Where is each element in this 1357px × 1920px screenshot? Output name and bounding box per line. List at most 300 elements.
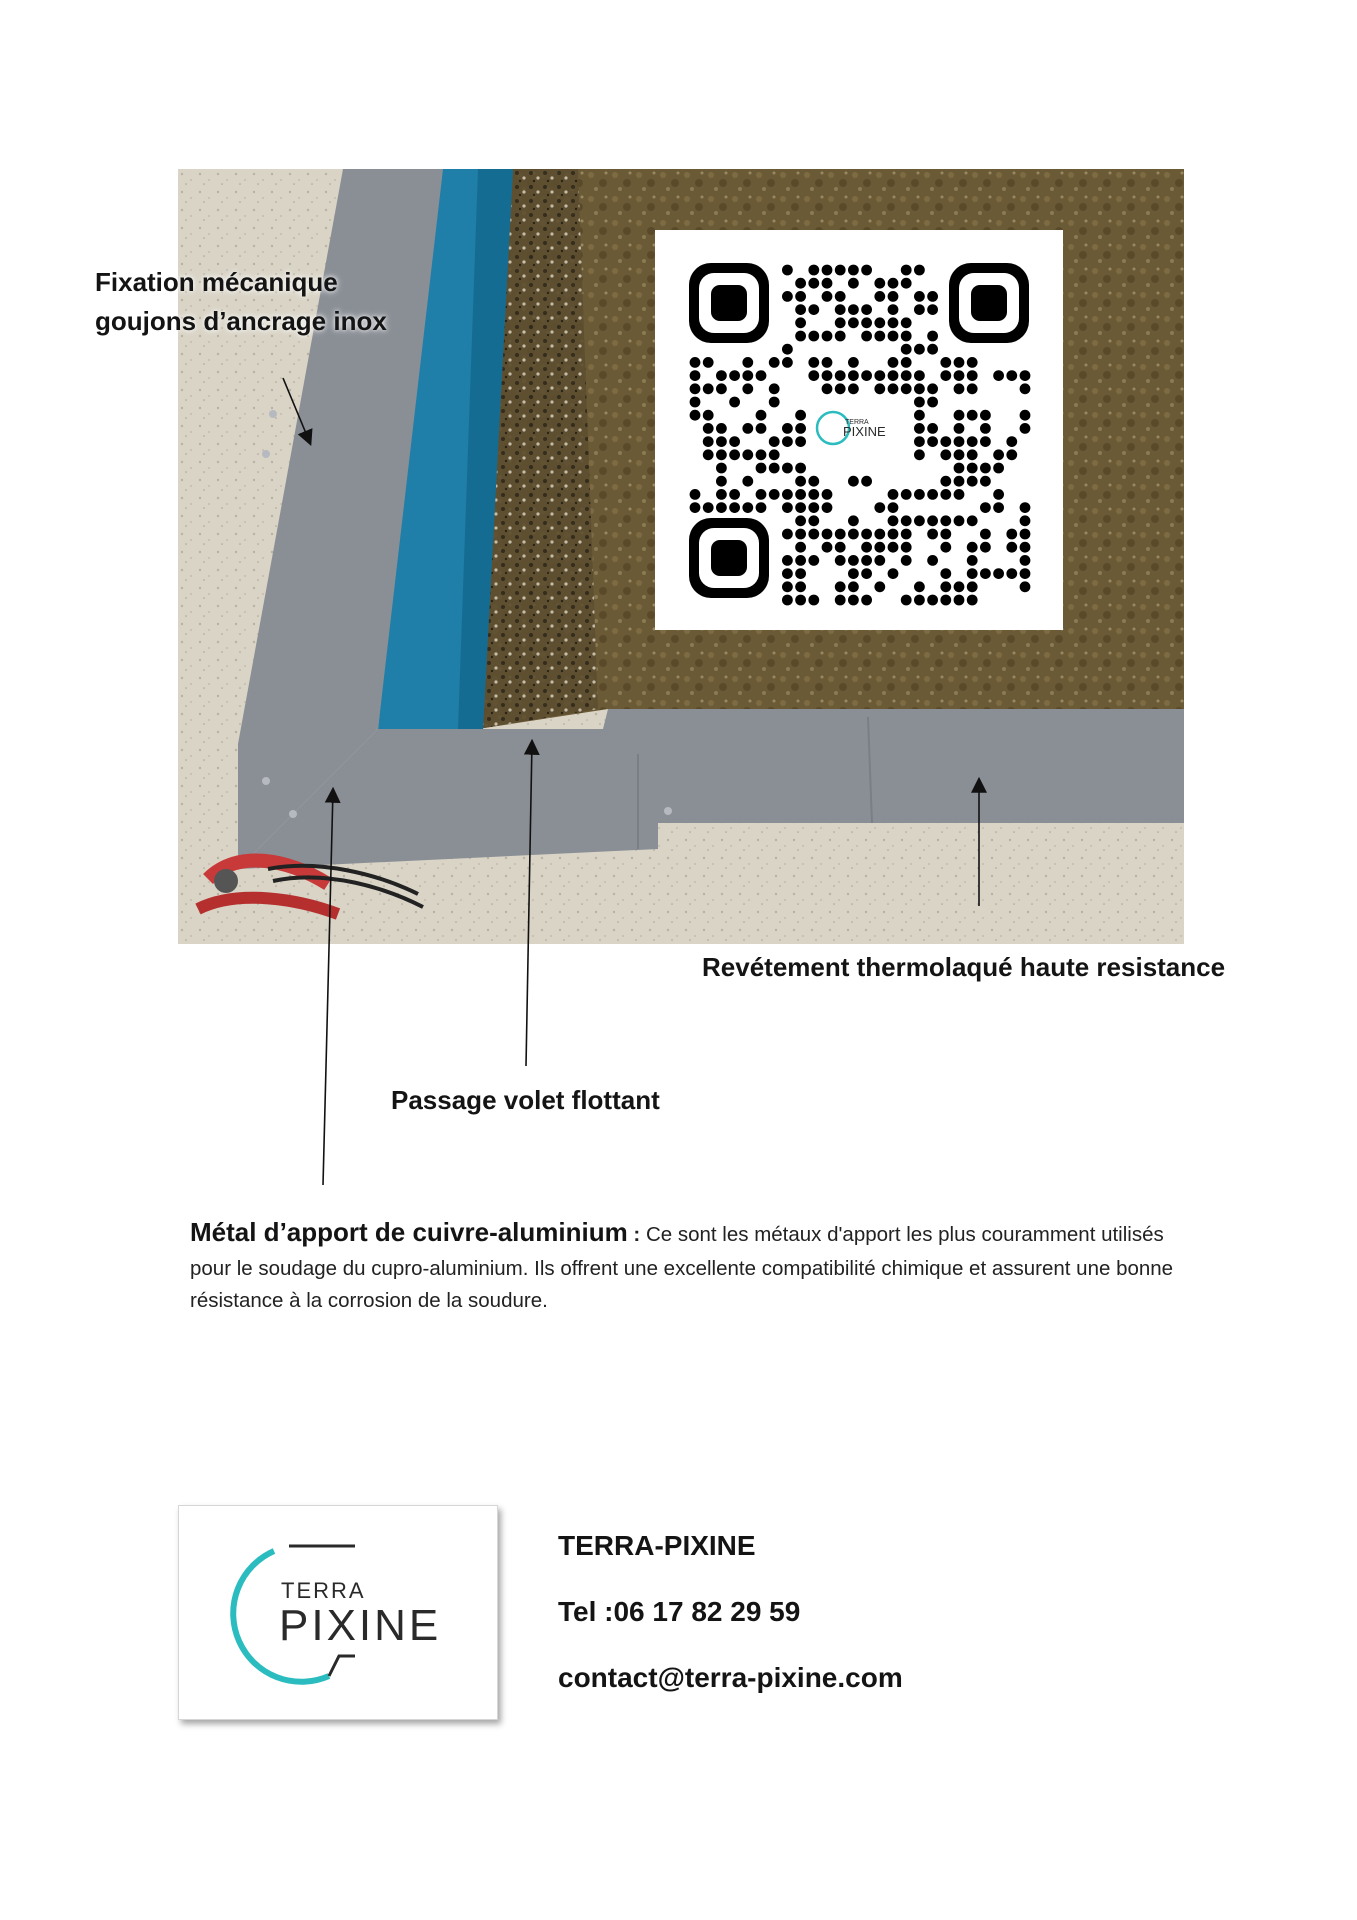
- qr-module: [782, 357, 793, 368]
- qr-module: [967, 542, 978, 553]
- qr-module: [914, 489, 925, 500]
- qr-module: [769, 463, 780, 474]
- qr-module: [940, 568, 951, 579]
- qr-module: [901, 595, 912, 606]
- qr-module: [756, 370, 767, 381]
- qr-module: [742, 449, 753, 460]
- qr-module: [914, 383, 925, 394]
- qr-module: [822, 502, 833, 513]
- qr-module: [835, 595, 846, 606]
- logo-top-text: TERRA: [281, 1578, 366, 1603]
- annotation-revetement: Revétement thermolaqué haute resistance: [702, 952, 1226, 982]
- qr-module: [1020, 410, 1031, 421]
- qr-module: [742, 370, 753, 381]
- qr-module: [914, 436, 925, 447]
- qr-module: [769, 436, 780, 447]
- qr-module: [716, 436, 727, 447]
- qr-module: [927, 423, 938, 434]
- qr-module: [954, 410, 965, 421]
- qr-module: [848, 317, 859, 328]
- qr-module: [1020, 581, 1031, 592]
- qr-module: [769, 383, 780, 394]
- qr-module: [914, 370, 925, 381]
- qr-module: [690, 383, 701, 394]
- qr-module: [980, 476, 991, 487]
- qr-module: [769, 449, 780, 460]
- qr-module: [1020, 383, 1031, 394]
- qr-module: [782, 568, 793, 579]
- qr-module: [716, 502, 727, 513]
- qr-module: [927, 397, 938, 408]
- qr-module: [795, 291, 806, 302]
- qr-module: [835, 555, 846, 566]
- qr-module: [835, 529, 846, 540]
- qr-module: [1020, 529, 1031, 540]
- qr-module: [769, 357, 780, 368]
- qr-module: [874, 317, 885, 328]
- qr-module: [1020, 423, 1031, 434]
- qr-finder-top-left: [689, 263, 769, 343]
- qr-module: [756, 423, 767, 434]
- qr-module: [808, 489, 819, 500]
- qr-module: [967, 476, 978, 487]
- qr-module: [980, 436, 991, 447]
- qr-module: [888, 357, 899, 368]
- qr-module: [716, 463, 727, 474]
- qr-module: [940, 595, 951, 606]
- qr-module: [914, 304, 925, 315]
- qr-module: [888, 370, 899, 381]
- qr-module: [795, 568, 806, 579]
- qr-module: [756, 449, 767, 460]
- qr-module: [914, 515, 925, 526]
- qr-module: [874, 542, 885, 553]
- qr-module: [874, 502, 885, 513]
- qr-module: [861, 476, 872, 487]
- qr-module: [967, 515, 978, 526]
- qr-module: [848, 529, 859, 540]
- logo-bottom-text: PIXINE: [279, 1601, 442, 1650]
- qr-module: [967, 463, 978, 474]
- qr-module: [822, 265, 833, 276]
- qr-module: [940, 357, 951, 368]
- qr-module: [954, 449, 965, 460]
- qr-module: [835, 331, 846, 342]
- qr-module: [795, 476, 806, 487]
- qr-module: [901, 278, 912, 289]
- qr-module: [954, 515, 965, 526]
- qr-module: [729, 397, 740, 408]
- qr-module: [901, 555, 912, 566]
- qr-module: [808, 529, 819, 540]
- qr-module: [914, 397, 925, 408]
- qr-module: [848, 515, 859, 526]
- qr-module: [874, 278, 885, 289]
- qr-module: [888, 317, 899, 328]
- contact-company: TERRA-PIXINE: [558, 1530, 756, 1561]
- qr-module: [888, 331, 899, 342]
- qr-module: [848, 265, 859, 276]
- qr-module: [940, 529, 951, 540]
- qr-module: [914, 291, 925, 302]
- qr-module: [782, 344, 793, 355]
- qr-module: [703, 449, 714, 460]
- qr-module: [888, 502, 899, 513]
- qr-module: [848, 555, 859, 566]
- qr-module: [940, 476, 951, 487]
- qr-module: [940, 370, 951, 381]
- qr-module: [795, 410, 806, 421]
- qr-module: [874, 370, 885, 381]
- qr-module: [848, 278, 859, 289]
- description-text: Ce sont les métaux d'apport les plus couramment utilisés pour le soudage du cupro-aluminium. Ils offrent une excellente compatibilité chimique et assurent une bonne résistance à la corrosion de la soudure.: [190, 1223, 1174, 1312]
- qr-module: [1020, 568, 1031, 579]
- qr-module: [861, 265, 872, 276]
- qr-module: [888, 278, 899, 289]
- qr-module: [980, 542, 991, 553]
- qr-module: [690, 357, 701, 368]
- qr-module: [861, 304, 872, 315]
- description-lead: Métal d’apport de cuivre-aluminium: [190, 1217, 628, 1247]
- qr-module: [782, 581, 793, 592]
- qr-module: [980, 463, 991, 474]
- qr-module: [980, 410, 991, 421]
- qr-logo-bottom: PIXINE: [843, 424, 886, 439]
- qr-module: [769, 489, 780, 500]
- qr-module: [703, 410, 714, 421]
- qr-module: [861, 542, 872, 553]
- qr-module: [914, 265, 925, 276]
- qr-code[interactable]: [655, 230, 1063, 630]
- qr-module: [927, 489, 938, 500]
- qr-module: [1006, 449, 1017, 460]
- qr-module: [940, 542, 951, 553]
- qr-module: [742, 357, 753, 368]
- qr-module: [967, 595, 978, 606]
- qr-module: [914, 344, 925, 355]
- qr-module: [967, 449, 978, 460]
- qr-module: [1020, 370, 1031, 381]
- qr-module: [795, 502, 806, 513]
- qr-module: [940, 489, 951, 500]
- qr-module: [808, 502, 819, 513]
- qr-module: [914, 423, 925, 434]
- qr-module: [888, 542, 899, 553]
- qr-module: [822, 291, 833, 302]
- qr-module: [808, 370, 819, 381]
- qr-module: [901, 542, 912, 553]
- qr-module: [967, 555, 978, 566]
- qr-module: [980, 529, 991, 540]
- qr-module: [729, 489, 740, 500]
- qr-module: [729, 436, 740, 447]
- qr-module: [729, 502, 740, 513]
- qr-module: [940, 515, 951, 526]
- qr-module: [967, 436, 978, 447]
- qr-module: [901, 344, 912, 355]
- qr-module: [782, 436, 793, 447]
- qr-module: [835, 581, 846, 592]
- qr-module: [703, 502, 714, 513]
- qr-module: [742, 383, 753, 394]
- qr-module: [967, 370, 978, 381]
- qr-module: [795, 529, 806, 540]
- qr-module: [861, 331, 872, 342]
- qr-module: [874, 555, 885, 566]
- qr-module: [888, 489, 899, 500]
- qr-module: [848, 581, 859, 592]
- qr-module: [874, 331, 885, 342]
- qr-module: [901, 529, 912, 540]
- qr-module: [927, 383, 938, 394]
- qr-module: [808, 304, 819, 315]
- qr-module: [980, 423, 991, 434]
- qr-module: [927, 436, 938, 447]
- qr-module: [756, 502, 767, 513]
- qr-module: [1006, 370, 1017, 381]
- qr-module: [993, 370, 1004, 381]
- qr-module: [927, 555, 938, 566]
- annotation-fixation-line1: Fixation mécanique: [95, 267, 338, 297]
- qr-module: [901, 383, 912, 394]
- qr-module: [716, 489, 727, 500]
- qr-module: [795, 317, 806, 328]
- qr-module: [795, 436, 806, 447]
- qr-module: [954, 476, 965, 487]
- qr-module: [716, 476, 727, 487]
- qr-module: [795, 542, 806, 553]
- qr-module: [703, 357, 714, 368]
- qr-module: [716, 383, 727, 394]
- qr-module: [848, 383, 859, 394]
- qr-module: [954, 595, 965, 606]
- qr-module: [954, 436, 965, 447]
- qr-module: [954, 423, 965, 434]
- qr-module: [703, 383, 714, 394]
- qr-module: [808, 555, 819, 566]
- qr-module: [927, 291, 938, 302]
- qr-module: [927, 515, 938, 526]
- qr-module: [808, 331, 819, 342]
- qr-module: [901, 370, 912, 381]
- qr-finder-top-right: [949, 263, 1029, 343]
- qr-module: [690, 502, 701, 513]
- qr-logo-top: TERRA: [845, 419, 869, 426]
- qr-module: [795, 489, 806, 500]
- qr-module: [954, 357, 965, 368]
- qr-module: [808, 357, 819, 368]
- qr-module: [1020, 502, 1031, 513]
- qr-module: [822, 383, 833, 394]
- qr-module: [822, 278, 833, 289]
- qr-module: [808, 278, 819, 289]
- qr-module: [835, 383, 846, 394]
- qr-module: [861, 529, 872, 540]
- qr-module: [782, 291, 793, 302]
- qr-module: [888, 515, 899, 526]
- qr-module: [795, 463, 806, 474]
- qr-module: [795, 595, 806, 606]
- qr-module: [861, 370, 872, 381]
- qr-module: [835, 317, 846, 328]
- qr-module: [927, 529, 938, 540]
- qr-module: [914, 449, 925, 460]
- qr-module: [703, 423, 714, 434]
- qr-module: [927, 595, 938, 606]
- qr-module: [967, 581, 978, 592]
- contact-email[interactable]: contact@terra-pixine.com: [558, 1662, 903, 1693]
- qr-module: [716, 370, 727, 381]
- qr-module: [954, 489, 965, 500]
- qr-module: [729, 449, 740, 460]
- qr-module: [822, 529, 833, 540]
- qr-module: [795, 423, 806, 434]
- qr-module: [690, 397, 701, 408]
- qr-module: [782, 555, 793, 566]
- qr-module: [888, 304, 899, 315]
- qr-module: [993, 489, 1004, 500]
- qr-module: [848, 370, 859, 381]
- qr-module: [901, 265, 912, 276]
- qr-module: [716, 423, 727, 434]
- qr-module: [795, 278, 806, 289]
- qr-module: [1006, 436, 1017, 447]
- description-paragraph: [190, 1212, 1200, 1316]
- qr-module: [782, 489, 793, 500]
- qr-module: [822, 331, 833, 342]
- qr-module: [782, 463, 793, 474]
- qr-module: [874, 529, 885, 540]
- qr-module: [795, 515, 806, 526]
- qr-module: [808, 265, 819, 276]
- qr-module: [848, 304, 859, 315]
- company-logo: [178, 1505, 498, 1720]
- qr-module: [967, 568, 978, 579]
- qr-module: [914, 595, 925, 606]
- qr-module: [808, 595, 819, 606]
- qr-module: [795, 581, 806, 592]
- qr-module: [1020, 555, 1031, 566]
- annotation-passage: Passage volet flottant: [391, 1085, 660, 1115]
- qr-module: [1006, 529, 1017, 540]
- qr-module: [967, 357, 978, 368]
- qr-module: [742, 502, 753, 513]
- qr-module: [888, 529, 899, 540]
- qr-module: [901, 357, 912, 368]
- qr-module: [874, 581, 885, 592]
- qr-module: [888, 383, 899, 394]
- qr-module: [756, 489, 767, 500]
- qr-module: [993, 463, 1004, 474]
- qr-module: [835, 542, 846, 553]
- qr-module: [993, 502, 1004, 513]
- qr-module: [703, 436, 714, 447]
- qr-module: [782, 502, 793, 513]
- qr-module: [888, 568, 899, 579]
- qr-module: [756, 463, 767, 474]
- qr-module: [861, 568, 872, 579]
- qr-module: [1020, 542, 1031, 553]
- qr-module: [835, 265, 846, 276]
- qr-finder-bottom-left: [689, 518, 769, 598]
- qr-module: [822, 542, 833, 553]
- qr-module: [822, 489, 833, 500]
- qr-module: [835, 291, 846, 302]
- qr-module: [874, 291, 885, 302]
- qr-module: [901, 515, 912, 526]
- qr-module: [729, 370, 740, 381]
- qr-module: [795, 555, 806, 566]
- qr-module: [835, 370, 846, 381]
- qr-module: [848, 568, 859, 579]
- qr-module: [940, 436, 951, 447]
- qr-module: [822, 357, 833, 368]
- qr-module: [782, 265, 793, 276]
- qr-module: [742, 476, 753, 487]
- qr-module: [940, 449, 951, 460]
- qr-module: [861, 555, 872, 566]
- qr-module: [927, 331, 938, 342]
- qr-module: [993, 568, 1004, 579]
- qr-module: [927, 304, 938, 315]
- qr-module: [1006, 568, 1017, 579]
- qr-module: [940, 581, 951, 592]
- qr-module: [861, 317, 872, 328]
- qr-module: [782, 529, 793, 540]
- qr-module: [795, 304, 806, 315]
- qr-module: [954, 463, 965, 474]
- qr-module: [967, 410, 978, 421]
- qr-module: [822, 370, 833, 381]
- qr-module: [716, 449, 727, 460]
- qr-module: [954, 370, 965, 381]
- qr-module: [874, 383, 885, 394]
- qr-module: [901, 331, 912, 342]
- qr-module: [690, 410, 701, 421]
- qr-module: [690, 370, 701, 381]
- qr-module: [993, 449, 1004, 460]
- qr-module: [835, 304, 846, 315]
- qr-module: [1020, 515, 1031, 526]
- qr-module: [1006, 542, 1017, 553]
- qr-module: [927, 344, 938, 355]
- qr-module: [795, 331, 806, 342]
- qr-module: [742, 423, 753, 434]
- qr-module: [967, 383, 978, 394]
- qr-module: [914, 581, 925, 592]
- description-separator: :: [627, 1223, 646, 1246]
- qr-module: [954, 383, 965, 394]
- qr-module: [848, 357, 859, 368]
- qr-module: [769, 397, 780, 408]
- qr-module: [848, 476, 859, 487]
- qr-module: [901, 317, 912, 328]
- qr-module: [848, 595, 859, 606]
- qr-module: [782, 595, 793, 606]
- qr-module: [808, 515, 819, 526]
- annotation-fixation-line2: goujons d’ancrage inox: [95, 306, 387, 336]
- qr-module: [980, 502, 991, 513]
- qr-module: [980, 568, 991, 579]
- qr-module: [808, 476, 819, 487]
- qr-module: [901, 489, 912, 500]
- qr-module: [756, 410, 767, 421]
- qr-module: [861, 595, 872, 606]
- qr-module: [690, 489, 701, 500]
- contact-phone[interactable]: Tel :06 17 82 29 59: [558, 1596, 801, 1627]
- qr-module: [888, 291, 899, 302]
- qr-module: [954, 581, 965, 592]
